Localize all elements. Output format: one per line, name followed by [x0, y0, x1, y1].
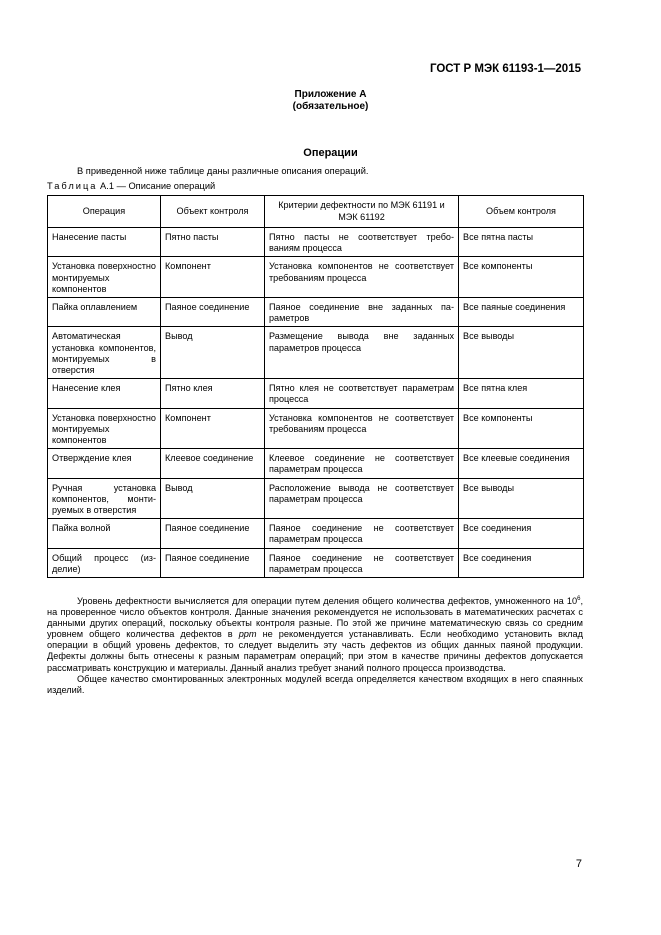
- cell-criteria: Размещение вывода вне заданных параметров процесса: [265, 327, 459, 379]
- cell-criteria: Паяное соединение вне заданных параметров: [265, 298, 459, 327]
- header-scope: Объем контроля: [459, 196, 584, 228]
- table-row: [48, 327, 584, 379]
- cell-object: Вывод: [161, 327, 265, 379]
- annex-status: (обязательное): [292, 101, 369, 112]
- annex-title: Приложение А: [294, 89, 367, 100]
- cell-operation: Нанесение пасты: [48, 228, 161, 257]
- table-row: [48, 257, 584, 298]
- paragraph-quality: Общее качество смонтированных электронных модулей всегда определяется качеством входящих в него спаянных изделий.: [47, 673, 583, 695]
- cell-criteria: Установка компонентов не соответствует требованиям процесса: [265, 408, 459, 449]
- cell-criteria: Пятно пасты не соответствует требованиям процесса: [265, 228, 459, 257]
- operations-table: [47, 195, 584, 578]
- table-caption-rest: А.1 — Описание операций: [97, 181, 216, 191]
- table-row: [48, 298, 584, 327]
- table-row: [48, 449, 584, 478]
- cell-operation: Пайка оплавлением: [48, 298, 161, 327]
- table-row: [48, 408, 584, 449]
- table-caption: [47, 181, 215, 191]
- cell-operation: Установка поверхностно монтируемых компонентов: [48, 408, 161, 449]
- table-row: [48, 228, 584, 257]
- table-row: [48, 548, 584, 577]
- section-title: Операции: [303, 147, 358, 159]
- table-row: [48, 519, 584, 548]
- cell-operation: Установка поверхностно монтируемых компонентов: [48, 257, 161, 298]
- cell-criteria: Паяное соединение не соответствует параметрам процесса: [265, 519, 459, 548]
- standard-code: ГОСТ Р МЭК 61193-1—2015: [429, 63, 581, 75]
- table-row: [48, 478, 584, 519]
- table-caption-prefix: Таблица: [47, 181, 98, 191]
- cell-object: Вывод: [161, 478, 265, 519]
- intro-text: В приведенной ниже таблице даны различные описания операций.: [77, 166, 369, 176]
- cell-criteria: Клеевое соединение не соответствует параметрам процесса: [265, 449, 459, 478]
- cell-operation: Отверждение клея: [48, 449, 161, 478]
- table-header-row: [48, 196, 584, 228]
- cell-criteria: Установка компонентов не соответствует требованиям процесса: [265, 257, 459, 298]
- cell-operation: Нанесение клея: [48, 379, 161, 408]
- cell-operation: Автоматическая установка компонентов, монтируемых в отверстия: [48, 327, 161, 379]
- cell-scope: Все клеевые соединения: [459, 449, 584, 478]
- header-object: Объект контроля: [161, 196, 265, 228]
- header-operation: Операция: [48, 196, 161, 228]
- cell-object: Компонент: [161, 257, 265, 298]
- cell-scope: Все выводы: [459, 478, 584, 519]
- cell-criteria: Паяное соединение не соответствует параметрам процесса: [265, 548, 459, 577]
- cell-scope: Все выводы: [459, 327, 584, 379]
- page-number: 7: [575, 858, 582, 870]
- cell-scope: Все соединения: [459, 519, 584, 548]
- cell-object: Компонент: [161, 408, 265, 449]
- cell-object: Паяное соединение: [161, 519, 265, 548]
- paragraph-defect-level: Уровень дефектности вычисляется для операции путем деления общего количества дефектов, умноженного на $10^6$, на проверенное число объектов контроля. Данные значения рекомендуется не использовать в математических расчетах с данными других операций, поскольку объекты контроля разные. По этой же причине математическую связь со средним уровнем общего количества дефектов в ppm не рекомендуется устанавливать. Если необходимо установить вклад операции в общий уровень дефектов, то следует выделить эту часть дефектов из общих данных паяной продукции. Дефекты должны быть отнесены к разным параметрам операций; при этом в качестве причины дефектов допускается рассматривать конструкцию и материалы. Данный анализ требует знаний полного процесса производства.: [47, 595, 583, 673]
- cell-scope: Все соединения: [459, 548, 584, 577]
- cell-object: Пятно клея: [161, 379, 265, 408]
- cell-operation: Пайка волной: [48, 519, 161, 548]
- cell-criteria: Пятно клея не соответствует параметрам процесса: [265, 379, 459, 408]
- cell-object: Паяное соединение: [161, 548, 265, 577]
- cell-object: Пятно пасты: [161, 228, 265, 257]
- cell-scope: Все компоненты: [459, 408, 584, 449]
- cell-scope: Все паяные соединения: [459, 298, 584, 327]
- cell-object: Клеевое соединение: [161, 449, 265, 478]
- body-text: [47, 596, 583, 696]
- table-row: [48, 379, 584, 408]
- header-criteria: Критерии дефектности по МЭК 61191 и МЭК 61192: [265, 196, 459, 228]
- cell-operation: Общий процесс (изделие): [48, 548, 161, 577]
- cell-scope: Все компоненты: [459, 257, 584, 298]
- cell-criteria: Расположение вывода не соответствует параметрам процесса: [265, 478, 459, 519]
- cell-scope: Все пятна клея: [459, 379, 584, 408]
- cell-operation: Ручная установка компонентов, монтируемых в отверстия: [48, 478, 161, 519]
- cell-object: Паяное соединение: [161, 298, 265, 327]
- cell-scope: Все пятна пасты: [459, 228, 584, 257]
